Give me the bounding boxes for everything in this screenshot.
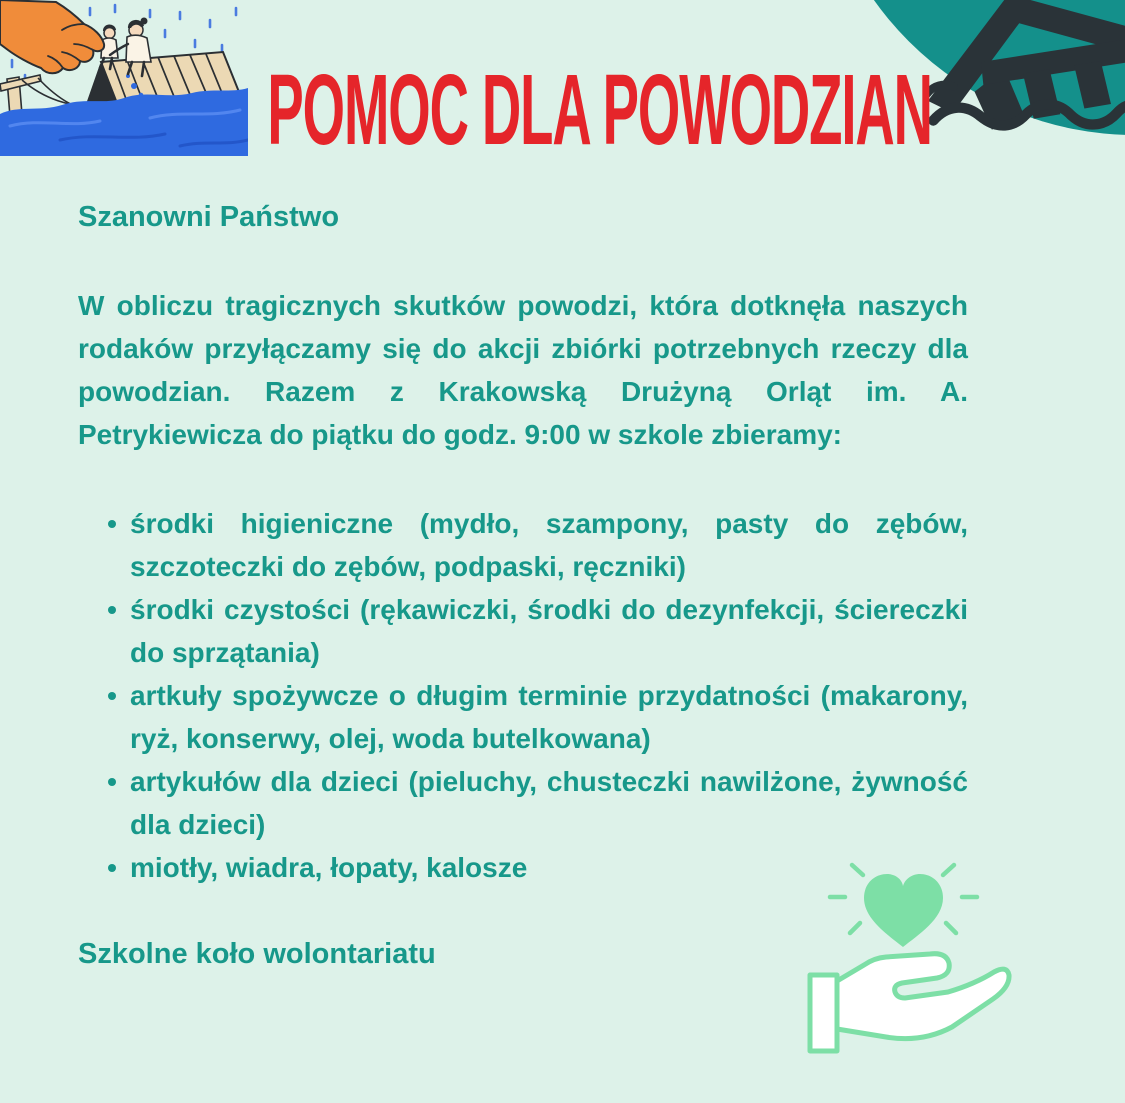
- donation-item: środki czystości (rękawiczki, środki do dezynfekcji, ściereczki do sprzątania): [78, 588, 968, 674]
- heart-icon: [864, 874, 943, 947]
- title-wrap: [150, 54, 1050, 170]
- poster-title: POMOC DLA POWODZIAN: [267, 54, 933, 166]
- greeting: Szanowni Państwo: [78, 201, 340, 233]
- heart-in-hand-icon: [800, 853, 1012, 1063]
- intro-paragraph: W obliczu tragicznych skutków powodzi, która dotknęła naszych rodaków przyłączamy się do akcji zbiórki potrzebnych rzeczy dla powodzian. Razem z Krakowską Drużyną Orląt im. A. Petrykiewicza do piątku do godz. 9:00 w szkole zbieramy:: [78, 290, 968, 450]
- helping-hand-icon: [0, 0, 104, 73]
- flooded-house-icon: [925, 0, 1125, 140]
- signature: Szkolne koło wolontariatu: [78, 938, 436, 970]
- donation-item: miotły, wiadra, łopaty, kalosze: [78, 846, 968, 889]
- donation-item: artykułów dla dzieci (pieluchy, chusteczki nawilżone, żywność dla dzieci): [78, 760, 968, 846]
- flood-rescue-illustration: [0, 0, 248, 156]
- donation-item: artkuły spożywcze o długim terminie przydatności (makarony, ryż, konserwy, olej, woda butelkowana): [78, 674, 968, 760]
- donation-item: środki higieniczne (mydło, szampony, pasty do zębów, szczoteczki do zębów, podpaski, ręczniki): [78, 502, 968, 588]
- donation-items-list: [78, 502, 968, 889]
- open-hand-icon: [810, 954, 1009, 1051]
